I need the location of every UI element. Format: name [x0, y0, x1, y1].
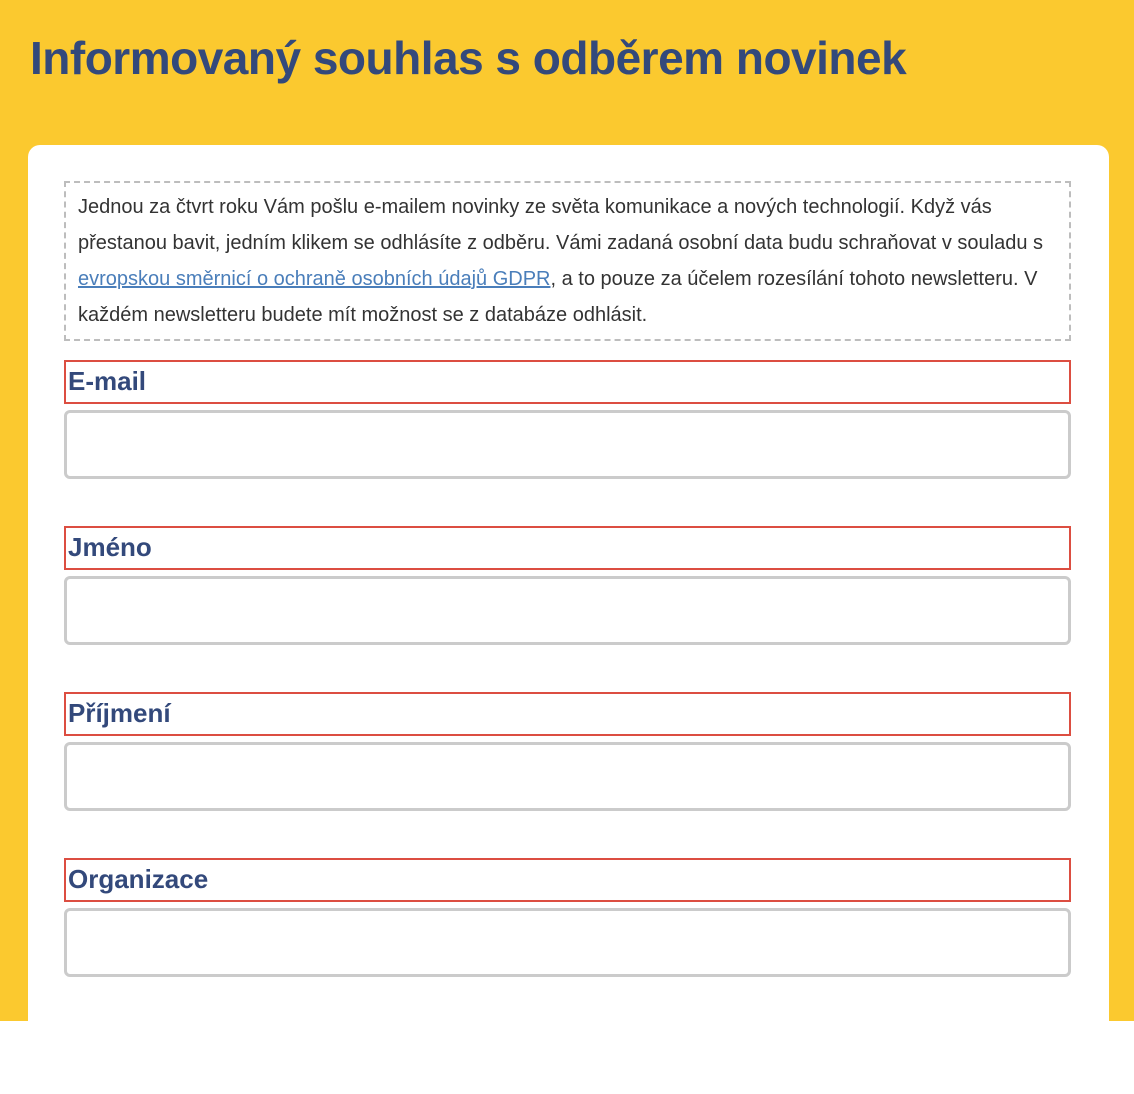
field-input-organization[interactable] — [64, 908, 1071, 977]
field-input-last-name[interactable] — [64, 742, 1071, 811]
field-label-last-name: Příjmení — [64, 692, 1071, 736]
form-card — [28, 145, 1109, 1094]
field-label-organization: Organizace — [64, 858, 1071, 902]
field-group-organization — [64, 858, 1071, 977]
gdpr-link[interactable]: evropskou směrnicí o ochraně osobních údajů GDPR — [78, 267, 551, 290]
page-title: Informovaný souhlas s odběrem novinek — [30, 32, 907, 84]
intro-text-after: , a to pouze za účelem rozesílání tohoto newsletteru. V každém newsletteru budete mít možnost se z databáze odhlásit. — [78, 267, 1038, 326]
intro-text-before: Jednou za čtvrt roku Vám pošlu e-mailem novinky ze světa komunikace a nových technologií. Když vás přestanou bavit, jedním klikem se odhlásíte z odběru. Vámi zadaná osobní data budu schraňovat v souladu s — [78, 195, 1044, 254]
field-label-first-name: Jméno — [64, 526, 1071, 570]
field-input-email[interactable] — [64, 410, 1071, 479]
field-label-email: E-mail — [64, 360, 1071, 404]
field-group-email — [64, 360, 1071, 479]
field-input-first-name[interactable] — [64, 576, 1071, 645]
intro-text-box — [64, 181, 1071, 341]
field-group-last-name — [64, 692, 1071, 811]
field-group-first-name — [64, 526, 1071, 645]
